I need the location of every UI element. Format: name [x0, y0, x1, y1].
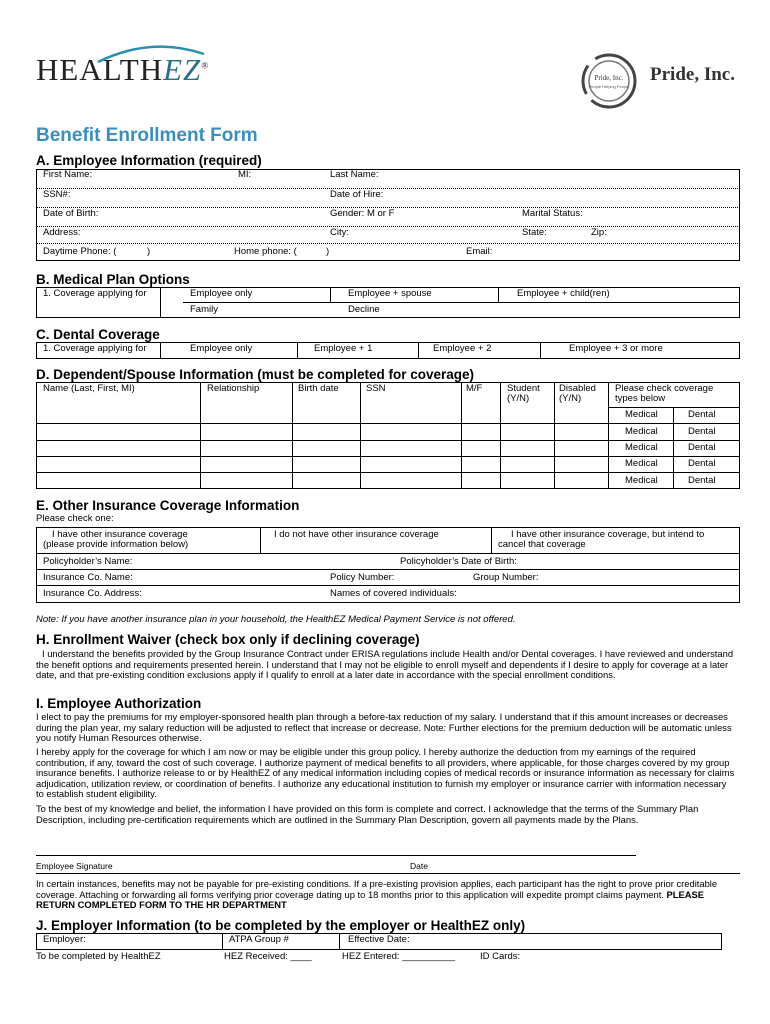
- col-student-yn: (Y/N): [507, 393, 530, 404]
- authorization-paragraph-1: I elect to pay the premiums for my employer-sponsored health plan through a before-tax reduction of my salary. I understand that if this amount increases or decreases during the plan year, my salary reduction will be adjusted to reflect that increase or decrease. Note: Further elections for the premium deduction will be automatic unless you notify Human Resources otherwise.: [36, 711, 732, 744]
- marital-status-field[interactable]: Marital Status:: [522, 208, 583, 219]
- city-field[interactable]: City:: [330, 227, 349, 238]
- medical-employee-spouse-option[interactable]: Employee + spouse: [348, 288, 432, 299]
- id-cards-field[interactable]: ID Cards:: [480, 951, 521, 962]
- hez-entered-field[interactable]: HEZ Entered: __________: [342, 951, 456, 962]
- row1-medical-checkbox[interactable]: Medical: [625, 409, 658, 420]
- gender-field[interactable]: Gender: M or F: [330, 208, 395, 219]
- first-name-field[interactable]: First Name:: [43, 169, 93, 180]
- section-b-heading: B. Medical Plan Options: [36, 272, 190, 287]
- other-coverage-yes-note: (please provide information below): [43, 539, 189, 550]
- svg-text:Pride, Inc.: Pride, Inc.: [594, 74, 624, 82]
- insurance-address-field[interactable]: Insurance Co. Address:: [43, 588, 142, 599]
- divider: [36, 873, 740, 874]
- other-coverage-cancel-option[interactable]: I have other insurance coverage, but intend to: [511, 529, 705, 540]
- pre-existing-paragraph: [36, 879, 736, 911]
- medical-employee-children-option[interactable]: Employee + child(ren): [517, 288, 610, 299]
- covered-names-field[interactable]: Names of covered individuals:: [330, 588, 457, 599]
- row5-dental-checkbox[interactable]: Dental: [688, 475, 716, 486]
- daytime-phone-field[interactable]: Daytime Phone: (: [43, 246, 117, 257]
- please-check-one-label: Please check one:: [36, 513, 114, 524]
- medical-employee-only-option[interactable]: Employee only: [190, 288, 253, 299]
- authorization-paragraph-3: To the best of my knowledge and belief, the information I have provided on this form is complete and correct. I acknowledge that the terms of the Summary Plan Description, including pre-certification requirements which are outlined in the Summary Plan Description, govern all payments made by the Plans.: [36, 803, 699, 825]
- section-d-heading: D. Dependent/Spouse Information (must be completed for coverage): [36, 367, 475, 382]
- col-birth-date-header: Birth date: [298, 383, 339, 394]
- row4-dental-checkbox[interactable]: Dental: [688, 458, 716, 469]
- healthez-only-label: To be completed by HealthEZ: [36, 951, 161, 962]
- mi-field[interactable]: MI:: [238, 169, 252, 180]
- col-disabled-yn: (Y/N): [559, 393, 582, 404]
- form-title: Benefit Enrollment Form: [36, 125, 258, 146]
- section-e-heading: E. Other Insurance Coverage Information: [36, 498, 300, 513]
- row4-medical-checkbox[interactable]: Medical: [625, 458, 658, 469]
- col-mf-header: M/F: [466, 383, 483, 394]
- col-disabled-header: Disabled: [559, 383, 596, 394]
- row3-dental-checkbox[interactable]: Dental: [688, 442, 716, 453]
- dental-coverage-label: 1. Coverage applying for: [43, 343, 147, 354]
- address-field[interactable]: Address:: [43, 227, 81, 238]
- row1-dental-checkbox[interactable]: Dental: [688, 409, 716, 420]
- policy-number-field[interactable]: Policy Number:: [330, 572, 395, 583]
- col-name-header: Name (Last, First, MI): [43, 383, 135, 394]
- group-number-field[interactable]: Group Number:: [473, 572, 539, 583]
- home-phone-paren: ): [326, 246, 330, 257]
- policyholder-dob-field[interactable]: Policyholder’s Date of Birth:: [400, 556, 517, 567]
- section-c-heading: C. Dental Coverage: [36, 327, 160, 342]
- date-of-hire-field[interactable]: Date of Hire:: [330, 189, 384, 200]
- section-i-heading: I. Employee Authorization: [36, 696, 202, 711]
- col-ssn-header: SSN: [366, 383, 386, 394]
- col-student-header: Student: [507, 383, 540, 394]
- last-name-field[interactable]: Last Name:: [330, 169, 379, 180]
- dob-field[interactable]: Date of Birth:: [43, 208, 99, 219]
- effective-date-field[interactable]: Effective Date:: [348, 934, 410, 945]
- other-coverage-no-option[interactable]: I do not have other insurance coverage: [274, 529, 439, 540]
- insurance-name-field[interactable]: Insurance Co. Name:: [43, 572, 133, 583]
- col-relationship-header: Relationship: [207, 383, 260, 394]
- email-field[interactable]: Email:: [466, 246, 493, 257]
- dental-option-employee-plus-1[interactable]: Employee + 1: [314, 343, 373, 354]
- state-field[interactable]: State:: [522, 227, 547, 238]
- ssn-field[interactable]: SSN#:: [43, 189, 71, 200]
- other-coverage-yes-option[interactable]: I have other insurance coverage: [52, 529, 188, 540]
- medical-family-option[interactable]: Family: [190, 304, 218, 315]
- healthez-arc-icon: [96, 42, 206, 64]
- col-coverage-header-2: types below: [615, 393, 666, 404]
- pride-logo-circle-icon: [580, 52, 638, 110]
- row2-dental-checkbox[interactable]: Dental: [688, 426, 716, 437]
- home-phone-field[interactable]: Home phone: (: [234, 246, 297, 257]
- authorization-paragraph-2: I hereby apply for the coverage for which I am now or may be eligible under this group policy. I hereby authorize the deduction from my earnings of the required contribution, if any, toward the cost of such coverage. I authorize payment of medical benefits to all providers, where applicable, for those charges covered by my group insurance benefits. I authorize release to or by HealthEZ of any medical information including copies of medical records or insurance information as necessary for claims adjudication, utilization review, or coordination of benefits. I authorize any educational institution to furnish my employer or insurance carrier with information necessary to establish student eligibility.: [36, 746, 735, 800]
- policyholder-name-field[interactable]: Policyholder’s Name:: [43, 556, 133, 567]
- pride-logo-text: Pride, Inc.: [650, 64, 735, 85]
- signature-line[interactable]: [36, 855, 636, 856]
- row2-medical-checkbox[interactable]: Medical: [625, 426, 658, 437]
- atpa-group-field[interactable]: ATPA Group #: [229, 934, 289, 945]
- employee-signature-label: Employee Signature: [36, 861, 113, 871]
- logo-ez-text: EZ: [163, 52, 202, 87]
- dental-option-employee-only[interactable]: Employee only: [190, 343, 253, 354]
- waiver-text: I understand the benefits provided by the Group Insurance Contract under ERISA regulations include Health and/or Dental coverages. I have reviewed and understand the benefit options and requirements presented herein. I understand that I may not be eligible to enroll myself and dependents if I desire to apply for coverage at a later date, and that pre-existing condition exclusions apply if I qualify to enroll at a later date in accordance with the special enrollment conditions.: [36, 648, 734, 681]
- household-note: Note: If you have another insurance plan in your household, the HealthEZ Medical Payment Service is not offered.: [36, 614, 516, 625]
- section-j-heading: J. Employer Information (to be completed by the employer or HealthEZ only): [36, 918, 526, 933]
- return-form-instruction: PLEASE RETURN COMPLETED FORM TO THE HR DEPARTMENT: [36, 888, 705, 911]
- row5-medical-checkbox[interactable]: Medical: [625, 475, 658, 486]
- zip-field[interactable]: Zip:: [591, 227, 607, 238]
- daytime-phone-paren: ): [147, 246, 151, 257]
- pre-existing-text: In certain instances, benefits may not be payable for pre-existing conditions. If a pre-existing provision applies, each participant has the right to prove prior creditable coverage. Attaching or forwarding all forms verifying prior coverage dating up to 18 months prior to this application will expedite prompt claims payment.: [36, 878, 718, 900]
- medical-coverage-label: 1. Coverage applying for: [43, 288, 147, 299]
- medical-decline-option[interactable]: Decline: [348, 304, 380, 315]
- logo-health-text: HEALTH: [36, 52, 164, 87]
- hez-received-field[interactable]: HEZ Received: ____: [224, 951, 312, 962]
- dental-option-employee-plus-3[interactable]: Employee + 3 or more: [569, 343, 663, 354]
- row3-medical-checkbox[interactable]: Medical: [625, 442, 658, 453]
- employer-field[interactable]: Employer:: [43, 934, 86, 945]
- date-label: Date: [410, 861, 428, 871]
- section-h-heading: H. Enrollment Waiver (check box only if declining coverage): [36, 632, 420, 647]
- dental-option-employee-plus-2[interactable]: Employee + 2: [433, 343, 492, 354]
- section-a-heading: A. Employee Information (required): [36, 153, 262, 168]
- svg-text:People Helping People: People Helping People: [588, 84, 630, 89]
- col-coverage-header: Please check coverage: [615, 383, 714, 394]
- other-coverage-cancel-note: cancel that coverage: [498, 539, 586, 550]
- logo-registered-mark: ®: [201, 60, 210, 71]
